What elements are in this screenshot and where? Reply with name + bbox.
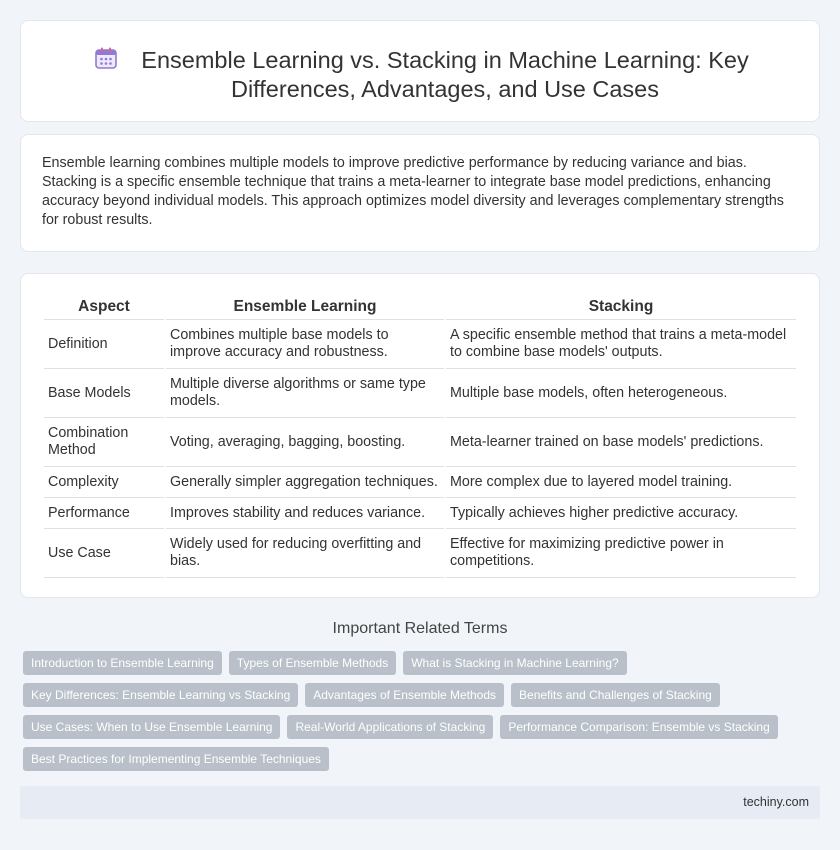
intro-paragraph: Ensemble learning combines multiple models to improve predictive performance by reducing variance and bias. Stacking is a specific ensemble technique that trains a meta-learner to integrate base model predictions, enhancing accuracy beyond individual models. This approach optimizes model diversity and leverages complementary strengths for robust results.: [42, 155, 784, 228]
comparison-table-card: [20, 273, 820, 598]
cell-aspect: Complexity: [44, 467, 164, 498]
related-terms-heading: Important Related Terms: [332, 620, 508, 637]
header-stacking: Stacking: [446, 296, 796, 320]
related-term-tag[interactable]: Types of Ensemble Methods: [229, 651, 396, 675]
table-row: [44, 467, 796, 498]
cell-ensemble: Multiple diverse algorithms or same type models.: [166, 369, 444, 418]
cell-ensemble: Voting, averaging, bagging, boosting.: [166, 418, 444, 467]
footer: [20, 786, 820, 819]
cell-stacking: Typically achieves higher predictive accuracy.: [446, 498, 796, 529]
page-title: Ensemble Learning vs. Stacking in Machine Learning: Key Differences, Advantages, and Use Cases: [141, 47, 749, 102]
related-term-tag[interactable]: Key Differences: Ensemble Learning vs Stacking: [23, 683, 298, 707]
cell-aspect: Combination Method: [44, 418, 164, 467]
footer-site-name: techiny.com: [743, 795, 809, 809]
related-terms-list: [23, 651, 813, 771]
header-ensemble-learning: Ensemble Learning: [166, 296, 444, 320]
related-term-tag[interactable]: What is Stacking in Machine Learning?: [403, 651, 626, 675]
related-term-tag[interactable]: Introduction to Ensemble Learning: [23, 651, 222, 675]
related-term-tag[interactable]: Benefits and Challenges of Stacking: [511, 683, 720, 707]
cell-aspect: Performance: [44, 498, 164, 529]
related-term-tag[interactable]: Use Cases: When to Use Ensemble Learning: [23, 715, 280, 739]
intro-card: [20, 134, 820, 252]
related-term-tag[interactable]: Best Practices for Implementing Ensemble Techniques: [23, 747, 329, 771]
related-term-tag[interactable]: Real-World Applications of Stacking: [287, 715, 493, 739]
cell-ensemble: Generally simpler aggregation techniques.: [166, 467, 444, 498]
cell-ensemble: Widely used for reducing overfitting and bias.: [166, 529, 444, 578]
table-header-row: [44, 296, 796, 320]
comparison-table: [42, 296, 798, 578]
cell-aspect: Use Case: [44, 529, 164, 578]
cell-stacking: Effective for maximizing predictive power in competitions.: [446, 529, 796, 578]
table-row: [44, 529, 796, 578]
table-row: [44, 418, 796, 467]
table-row: [44, 498, 796, 529]
cell-aspect: Definition: [44, 320, 164, 369]
title-card: [20, 20, 820, 122]
cell-ensemble: Combines multiple base models to improve accuracy and robustness.: [166, 320, 444, 369]
cell-stacking: Multiple base models, often heterogeneous.: [446, 369, 796, 418]
cell-aspect: Base Models: [44, 369, 164, 418]
header-aspect: Aspect: [44, 296, 164, 320]
cell-stacking: More complex due to layered model training.: [446, 467, 796, 498]
table-row: [44, 369, 796, 418]
cell-ensemble: Improves stability and reduces variance.: [166, 498, 444, 529]
related-term-tag[interactable]: Advantages of Ensemble Methods: [305, 683, 504, 707]
cell-stacking: Meta-learner trained on base models' predictions.: [446, 418, 796, 467]
table-row: [44, 320, 796, 369]
related-term-tag[interactable]: Performance Comparison: Ensemble vs Stacking: [500, 715, 777, 739]
cell-stacking: A specific ensemble method that trains a meta-model to combine base models' outputs.: [446, 320, 796, 369]
